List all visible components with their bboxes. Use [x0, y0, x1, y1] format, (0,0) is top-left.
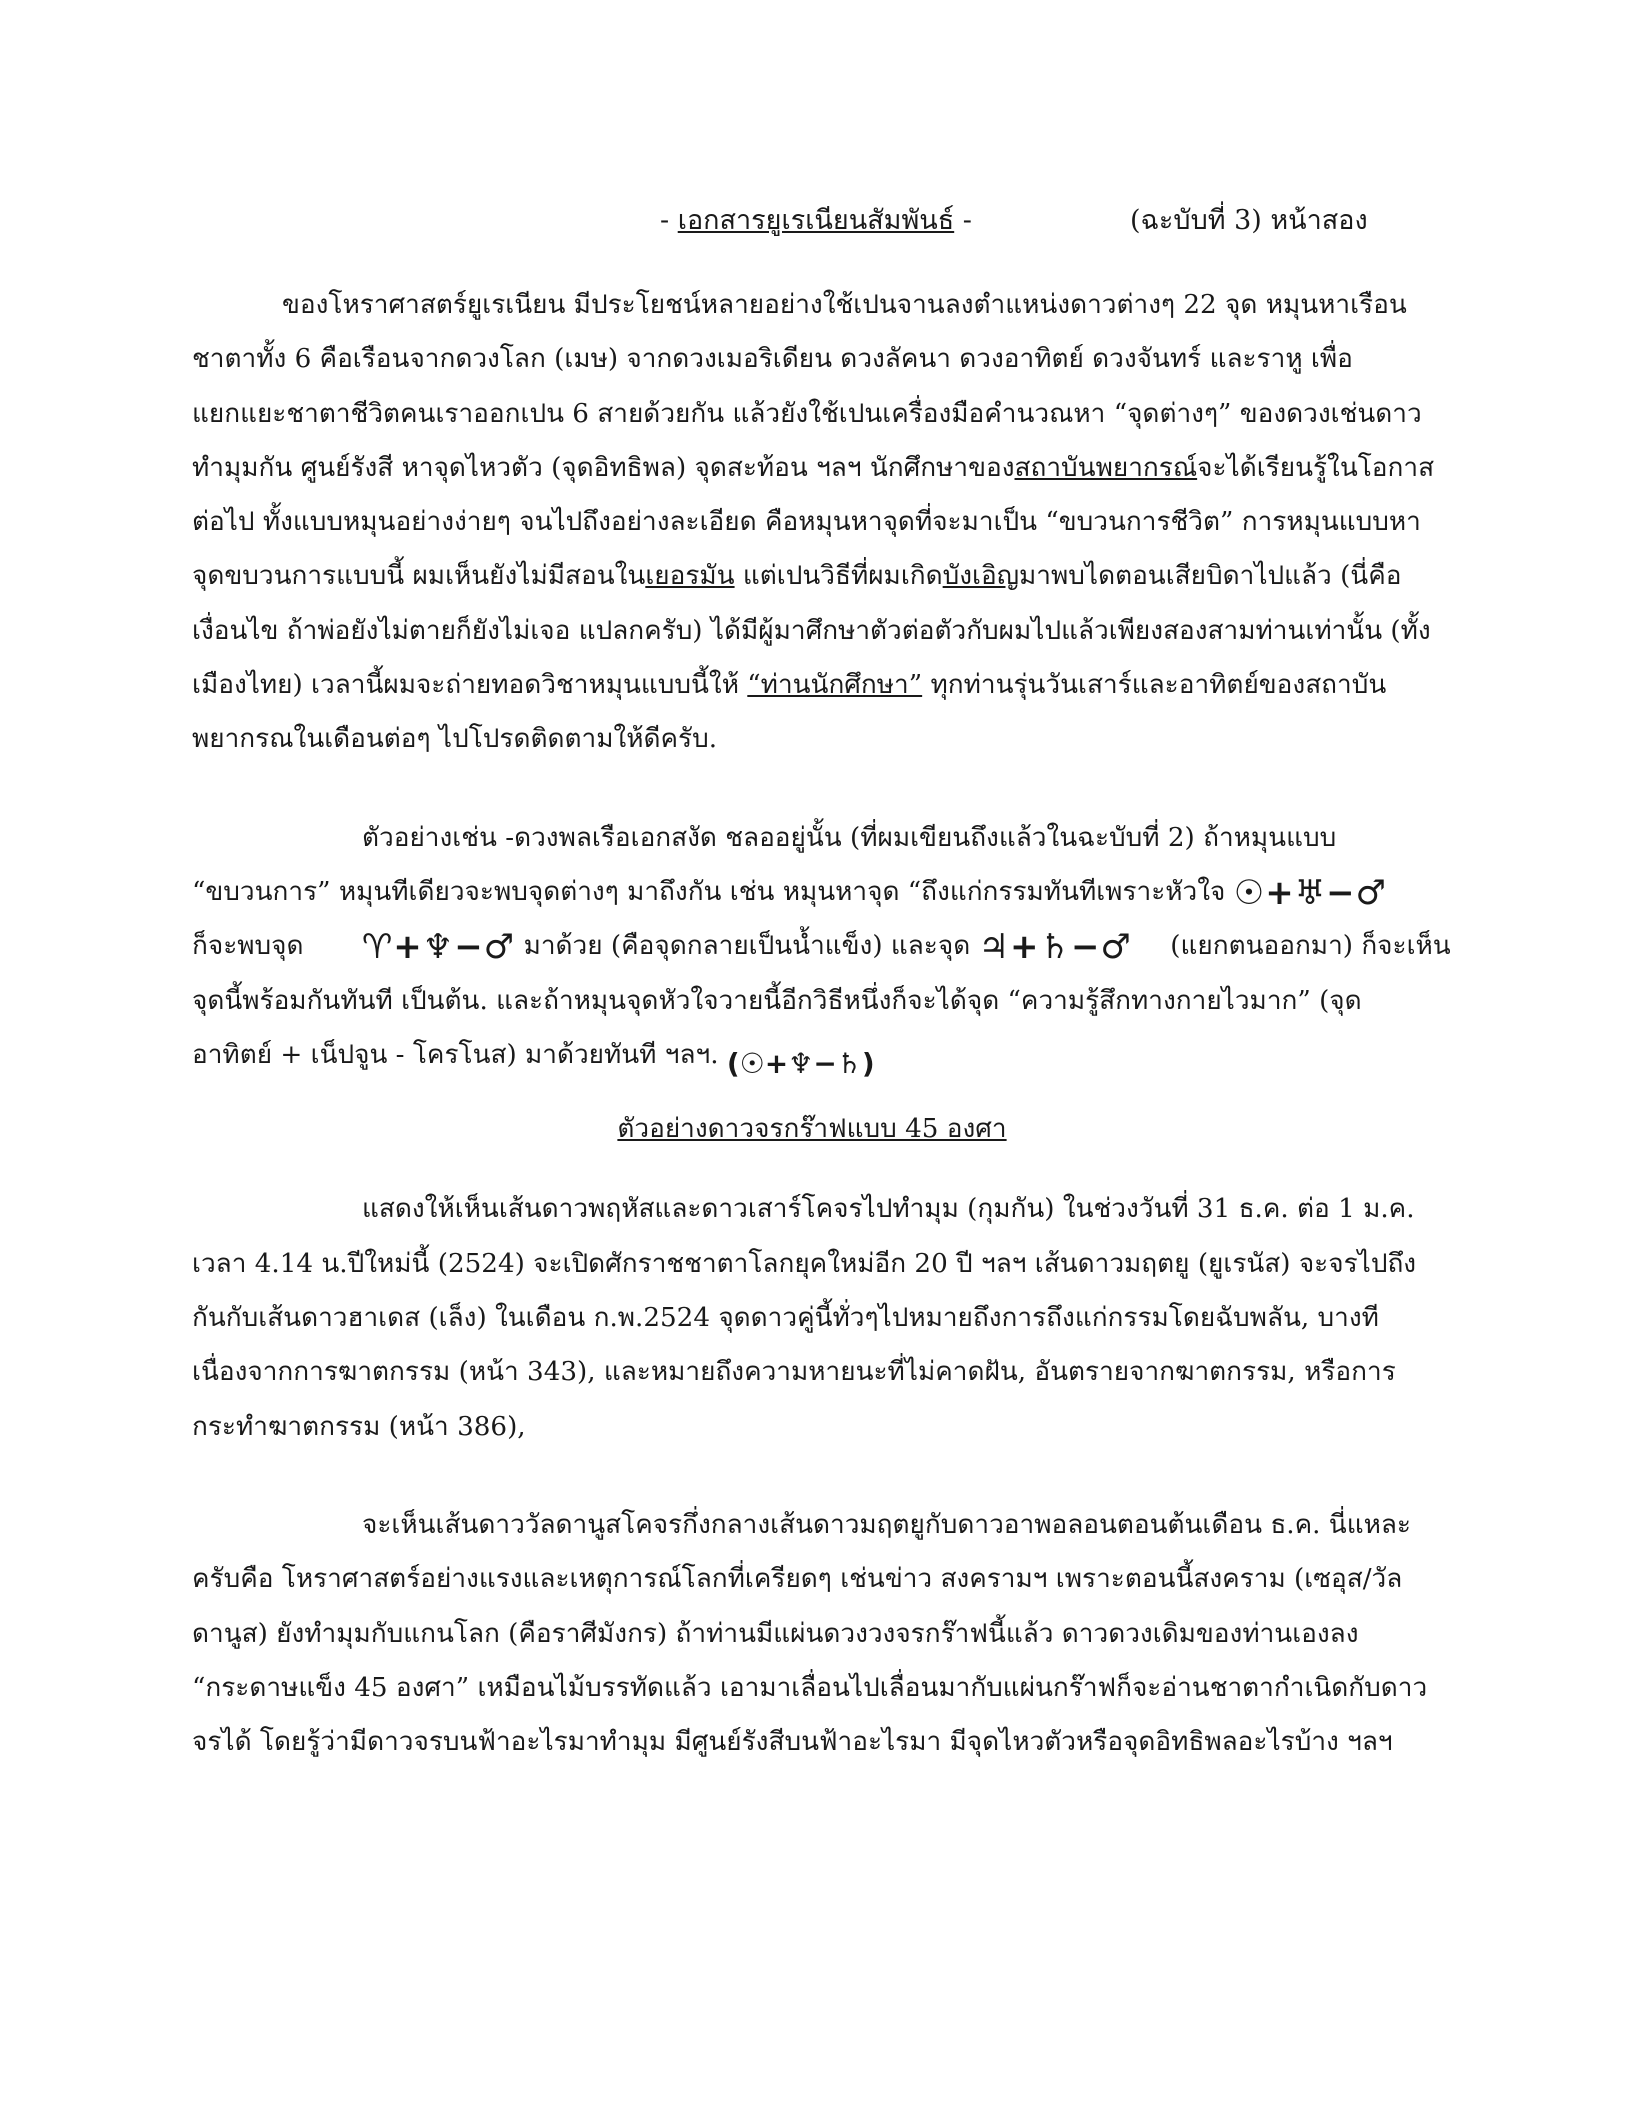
paragraph-1 [192, 278, 1435, 767]
text-line: จุดนี้พร้อมกันทันที เป็นต้น. และถ้าหมุนจุดหัวใจวายนี้อีกวิธีหนึ่งก็จะได้จุด “ความรู้สึกทางกายไวมาก” (จุด [192, 985, 1362, 1016]
astro-formula-ice: ♈+♆−♂ [361, 927, 516, 968]
text-line: กันกับเส้นดาวฮาเดส (เล็ง) ในเดือน ก.พ.2524 จุดดาวคู่นี้ทั่วๆไปหมายถึงการถึงแก่กรรมโดยฉับพลัน, บางที [192, 1303, 1379, 1334]
edition-label: (ฉะบับที่ 3) หน้าสอง [1130, 205, 1368, 236]
text-line: ต่อไป ทั้งแบบหมุนอย่างง่ายๆ จนไปถึงอย่างละเอียด คือหมุนหาจุดที่จะมาเป็น “ขบวนการชีวิต” การหมุนแบบหา [192, 507, 1421, 538]
underlined-term: “ท่านนักศึกษา” [747, 670, 923, 701]
text-line: เงื่อนไข ถ้าพ่อยังไม่ตายก็ยังไม่เจอ แปลกครับ) ได้มีผู้มาศึกษาตัวต่อตัวกับผมไปแล้วเพียงสองสามท่านเท่านั้น (ทั้ง [192, 615, 1431, 646]
paragraph-3 [192, 1182, 1432, 1453]
astro-formula-heart: ☉+♅−♂ [1233, 872, 1388, 913]
paragraph-2 [192, 811, 1451, 1082]
text-line: ทำมุมกัน ศูนย์รังสี หาจุดไหวตัว (จุดอิทธิพล) จุดสะท้อน ฯลฯ นักศึกษาของสถาบันพยากรณ์จะได้เรียนรู้ในโอกาส [192, 452, 1435, 483]
text-line: เวลา 4.14 น.ปีใหม่นี้ (2524) จะเปิดศักราชชาตาโลกยุคใหม่อีก 20 ปี ฯลฯ เส้นดาวมฤตยู (ยูเรนัส) จะจรไปถึง [192, 1248, 1417, 1279]
text-line: ชาตาทั้ง 6 คือเรือนจากดวงโลก (เมษ) จากดวงเมอริเดียน ดวงลัคนา ดวงอาทิตย์ ดวงจันทร์ และราหู เพื่อ [192, 344, 1353, 375]
text-line: แสดงให้เห็นเส้นดาวพฤหัสและดาวเสาร์โคจรไปทำมุม (กุมกัน) ในช่วงวันที่ 31 ธ.ค. ต่อ 1 ม.ค. [362, 1194, 1415, 1225]
astro-formula-senses: (☉+♆−♄) [726, 1046, 875, 1080]
underlined-term: เยอรมัน [645, 561, 735, 592]
document-title: - เอกสารยูเรเนียนสัมพันธ์ - [660, 205, 972, 236]
text-line: เมืองไทย) เวลานี้ผมจะถ่ายทอดวิชาหมุนแบบนี้ให้ “ท่านนักศึกษา” ทุกท่านรุ่นวันเสาร์และอาทิตย์ของสถาบัน [192, 670, 1387, 701]
text-line: อาทิตย์ + เน็ปจูน - โครโนส) มาด้วยทันที ฯลฯ. (☉+♆−♄) [192, 1028, 1432, 1082]
text-line: ครับคือ โหราศาสตร์อย่างแรงและเหตุการณ์โลกที่เครียดๆ เช่นข่าว สงครามฯ เพราะตอนนี้สงคราม (เซอุส/วัล [192, 1564, 1403, 1595]
astro-formula-separate: ♃+♄−♂ [978, 927, 1132, 968]
underlined-term: บังเอิญ [942, 561, 1020, 592]
text-line: “ขบวนการ” หมุนทีเดียวจะพบจุดต่างๆ มาถึงกัน เช่น หมุนหาจุด “ถึงแก่กรรมทันทีเพราะหัวใจ ☉+♅−♂ [192, 865, 1432, 919]
text-line: “กระดาษแข็ง 45 องศา” เหมือนไม้บรรทัดแล้ว เอามาเลื่อนไปเลื่อนมากับแผ่นกร๊าฟก็จะอ่านชาตากำเนิดกับดาว [192, 1672, 1428, 1703]
text-line: จะเห็นเส้นดาววัลดานูสโคจรกึ่งกลางเส้นดาวมฤตยูกับดาวอาพอลอนตอนต้นเดือน ธ.ค. นี่แหละ [362, 1509, 1411, 1540]
text-line: เนื่องจากการฆาตกรรม (หน้า 343), และหมายถึงความหายนะที่ไม่คาดฝัน, อันตรายจากฆาตกรรม, หรือการ [192, 1357, 1396, 1388]
text-line: ดานูส) ยังทำมุมกับแกนโลก (คือราศีมังกร) ถ้าท่านมีแผ่นดวงวงจรกร๊าฟนี้แล้ว ดาวดวงเดิมของท่านเองลง [192, 1618, 1359, 1649]
document-title-text: เอกสารยูเรเนียนสัมพันธ์ [677, 205, 955, 236]
text-line: จุดขบวนการแบบนี้ ผมเห็นยังไม่มีสอนในเยอรมัน แต่เปนวิธีที่ผมเกิดบังเอิญมาพบไดตอนเสียบิดาไปแล้ว (นี่คือ [192, 561, 1402, 592]
text-line: ตัวอย่างเช่น -ดวงพลเรือเอกสงัด ชลออยู่นั้น (ที่ผมเขียนถึงแล้วในฉะบับที่ 2) ถ้าหมุนแบบ [362, 822, 1337, 853]
text-line: ก็จะพบจุด ♈+♆−♂ มาด้วย (คือจุดกลายเป็นน้ำแข็ง) และจุด ♃+♄−♂ (แยกตนออกมา) ก็จะเห็น [192, 919, 1432, 973]
paragraph-4 [192, 1498, 1432, 1769]
text-line: จรได้ โดยรู้ว่ามีดาวจรบนฟ้าอะไรมาทำมุม มีศูนย์รังสีบนฟ้าอะไรมา มีจุดไหวตัวหรือจุดอิทธิพลอะไรบ้าง ฯลฯ [192, 1727, 1393, 1758]
text-line: แยกแยะชาตาชีวิตคนเราออกเปน 6 สายด้วยกัน แล้วยังใช้เปนเครื่องมือคำนวณหา “จุดต่างๆ” ของดวงเช่นดาว [192, 398, 1422, 429]
text-line: พยากรณในเดือนต่อๆ ไปโปรดติดตามให้ดีครับ. [192, 724, 718, 755]
page-header [660, 198, 1380, 244]
text-line: กระทำฆาตกรรม (หน้า 386), [192, 1411, 526, 1442]
underlined-term: สถาบันพยากรณ์ [1014, 452, 1198, 483]
section-heading: ตัวอย่างดาวจรกร๊าฟแบบ 45 องศา [617, 1114, 1007, 1145]
text-line: ของโหราศาสตร์ยูเรเนียน มีประโยชน์หลายอย่างใช้เปนจานลงตำแหน่งดาวต่างๆ 22 จุด หมุนหาเรือน [282, 290, 1407, 320]
document-body [192, 278, 1451, 1769]
